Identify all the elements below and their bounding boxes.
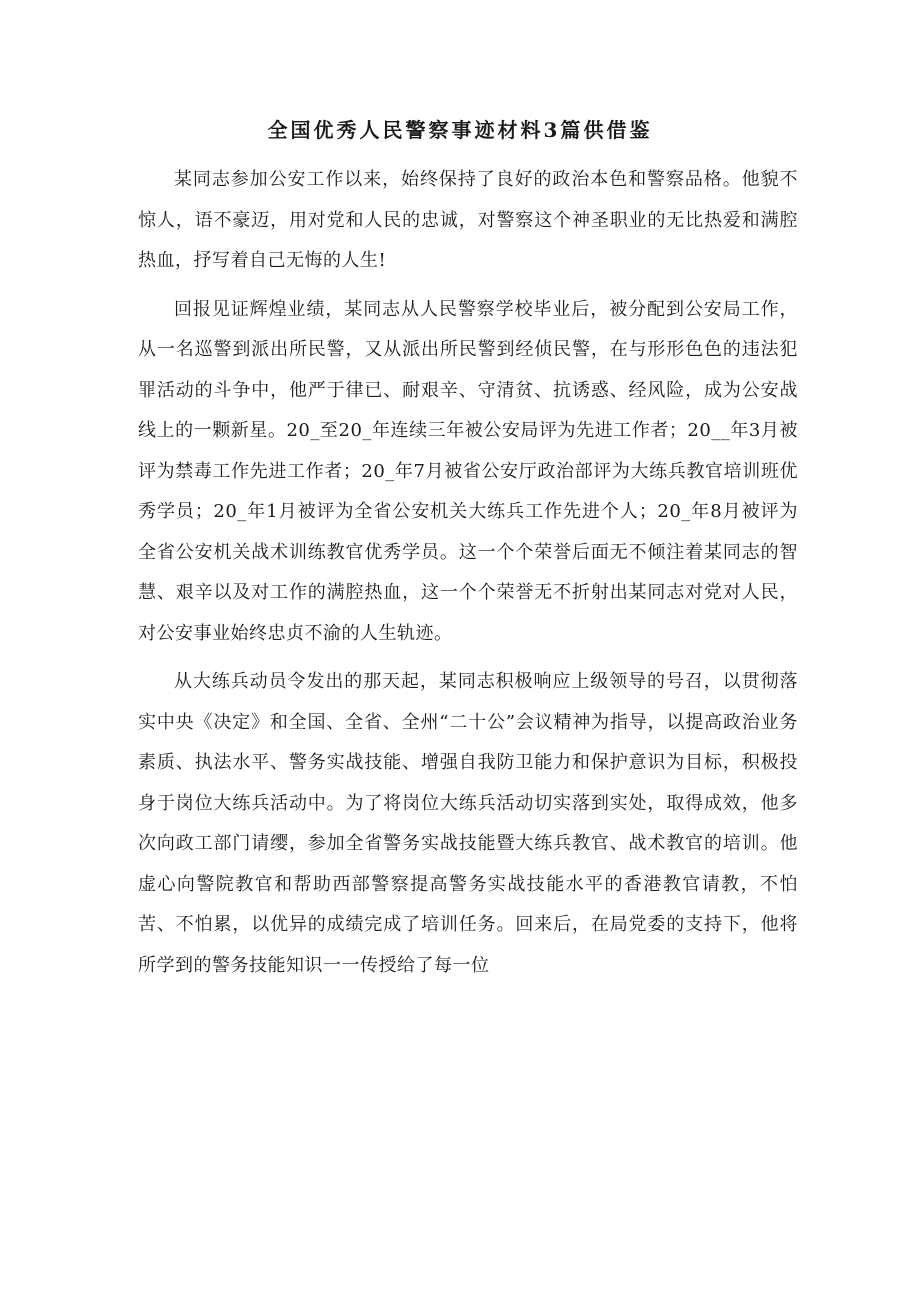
document-title: 全国优秀人民警察事迹材料3篇供借鉴 bbox=[267, 118, 653, 142]
paragraph-3: 从大练兵动员令发出的那天起，某同志积极响应上级领导的号召，以贯彻落实中央《决定》和全国、全省、全州“二十公”会议精神为指导，以提高政治业务素质、执法水平、警务实战技能、增强自我防卫能力和保护意识为目标，积极投身于岗位大练兵活动中。为了将岗位大练兵活动切实落到实处，取得成效，他多次向政工部门请缨，参加全省警务实战技能暨大练兵教官、战术教官的培训。他虚心向警院教官和帮助西部警察提高警务实战技能水平的香港教官请教，不怕苦、不怕累，以优异的成绩完成了培训任务。回来后，在局党委的支持下，他将所学到的警务技能知识一一传授给了每一位 bbox=[138, 671, 798, 976]
document-body bbox=[138, 160, 798, 994]
paragraph-2: 回报见证辉煌业绩，某同志从人民警察学校毕业后，被分配到公安局工作，从一名巡警到派出所民警，又从派出所民警到经侦民警，在与形形色色的违法犯罪活动的斗争中，他严于律已、耐艰辛、守清贫、抗诱惑、经风险，成为公安战线上的一颗新星。20_至20_年连续三年被公安局评为先进工作者；20__年3月被评为禁毒工作先进工作者；20_年7月被省公安厅政治部评为大练兵教官培训班优秀学员；20_年1月被评为全省公安机关大练兵工作先进个人；20_年8月被评为全省公安机关战术训练教官优秀学员。这一个个荣誉后面无不倾注着某同志的智慧、艰辛以及对工作的满腔热血，这一个个荣誉无不折射出某同志对党对人民，对公安事业始终忠贞不渝的人生轨迹。 bbox=[138, 298, 798, 644]
paragraph-1: 某同志参加公安工作以来，始终保持了良好的政治本色和警察品格。他貌不惊人，语不豪迈，用对党和人民的忠诚，对警察这个神圣职业的无比热爱和满腔热血，抒写着自己无悔的人生! bbox=[138, 169, 798, 271]
